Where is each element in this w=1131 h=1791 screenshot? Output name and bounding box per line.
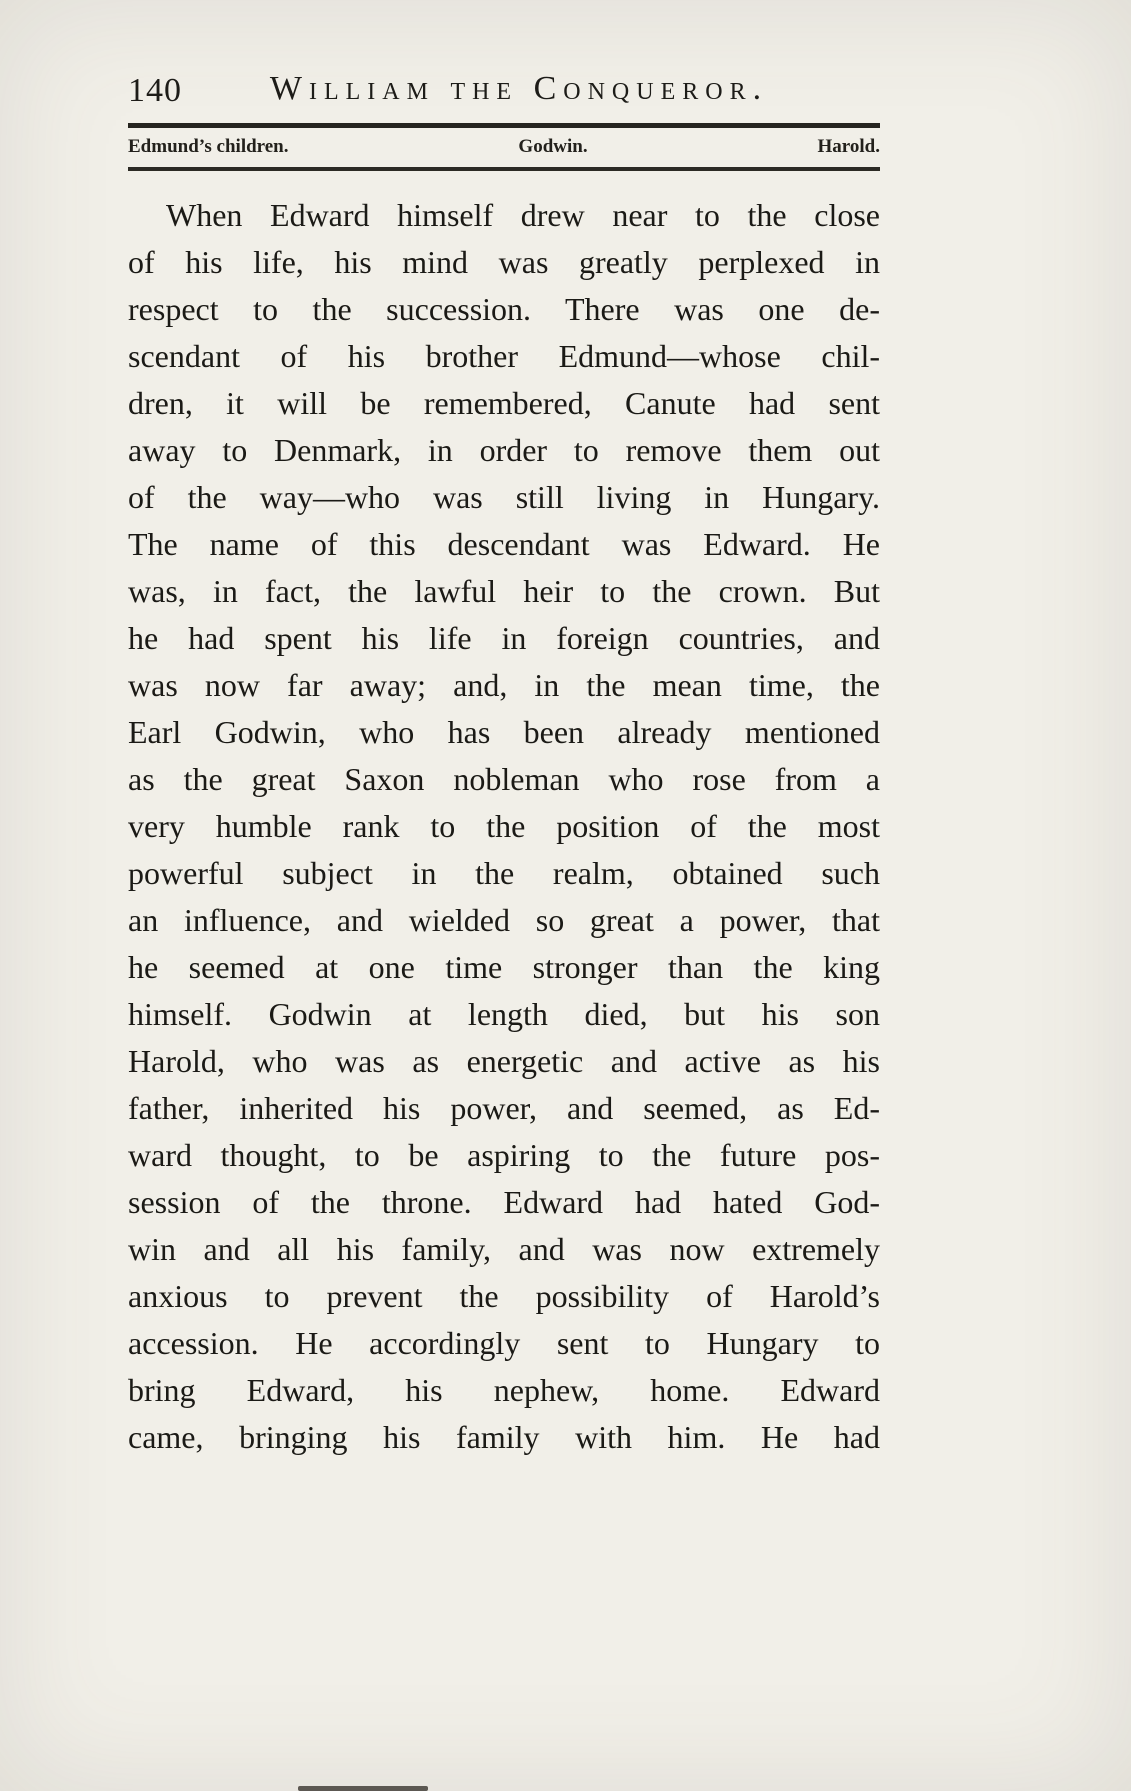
body-line: was, in fact, the lawful heir to the crown. But <box>128 573 880 609</box>
body-line: accession. He accordingly sent to Hungary to <box>128 1325 880 1361</box>
body-line: bring Edward, his nephew, home. Edward <box>128 1372 880 1408</box>
body-line: Earl Godwin, who has been already mentioned <box>128 714 880 750</box>
body-line: very humble rank to the position of the most <box>128 808 880 844</box>
page-number: 140 <box>128 72 182 109</box>
body-line: The name of this descendant was Edward. He <box>128 526 880 562</box>
body-line: came, bringing his family with him. He had <box>128 1419 880 1455</box>
body-line: himself. Godwin at length died, but his son <box>128 996 880 1032</box>
keywords-divider <box>128 167 880 171</box>
body-line: ward thought, to be aspiring to the future pos- <box>128 1137 880 1173</box>
body-line: powerful subject in the realm, obtained such <box>128 855 880 891</box>
body-line: as the great Saxon nobleman who rose from a <box>128 761 880 797</box>
keyword-left: Edmund’s children. <box>128 136 289 157</box>
body-line: win and all his family, and was now extremely <box>128 1231 880 1267</box>
body-line: anxious to prevent the possibility of Harold’s <box>128 1278 880 1314</box>
body-line: was now far away; and, in the mean time, the <box>128 667 880 703</box>
body-line: dren, it will be remembered, Canute had sent <box>128 385 880 421</box>
body-text <box>128 192 880 1461</box>
keyword-center: Godwin. <box>518 136 588 157</box>
body-line: away to Denmark, in order to remove them out <box>128 432 880 468</box>
body-line: of his life, his mind was greatly perplexed in <box>128 244 880 280</box>
keyword-right: Harold. <box>817 136 880 157</box>
body-line: he seemed at one time stronger than the king <box>128 949 880 985</box>
body-line: he had spent his life in foreign countries, and <box>128 620 880 656</box>
body-line: father, inherited his power, and seemed, as Ed- <box>128 1090 880 1126</box>
body-line: Harold, who was as energetic and active as his <box>128 1043 880 1079</box>
body-line: When Edward himself drew near to the close <box>166 197 880 233</box>
body-line: an influence, and wielded so great a power, that <box>128 902 880 938</box>
body-line: respect to the succession. There was one de- <box>128 291 880 327</box>
page-content <box>128 0 880 1461</box>
scan-artifact <box>298 1786 428 1791</box>
header-divider <box>128 123 880 128</box>
body-line: of the way—who was still living in Hungary. <box>128 479 880 515</box>
keywords-row <box>128 136 880 158</box>
page-title: William the Conqueror. <box>269 70 769 107</box>
running-header <box>128 70 880 112</box>
body-line: session of the throne. Edward had hated God- <box>128 1184 880 1220</box>
body-line: scendant of his brother Edmund—whose chil- <box>128 338 880 374</box>
